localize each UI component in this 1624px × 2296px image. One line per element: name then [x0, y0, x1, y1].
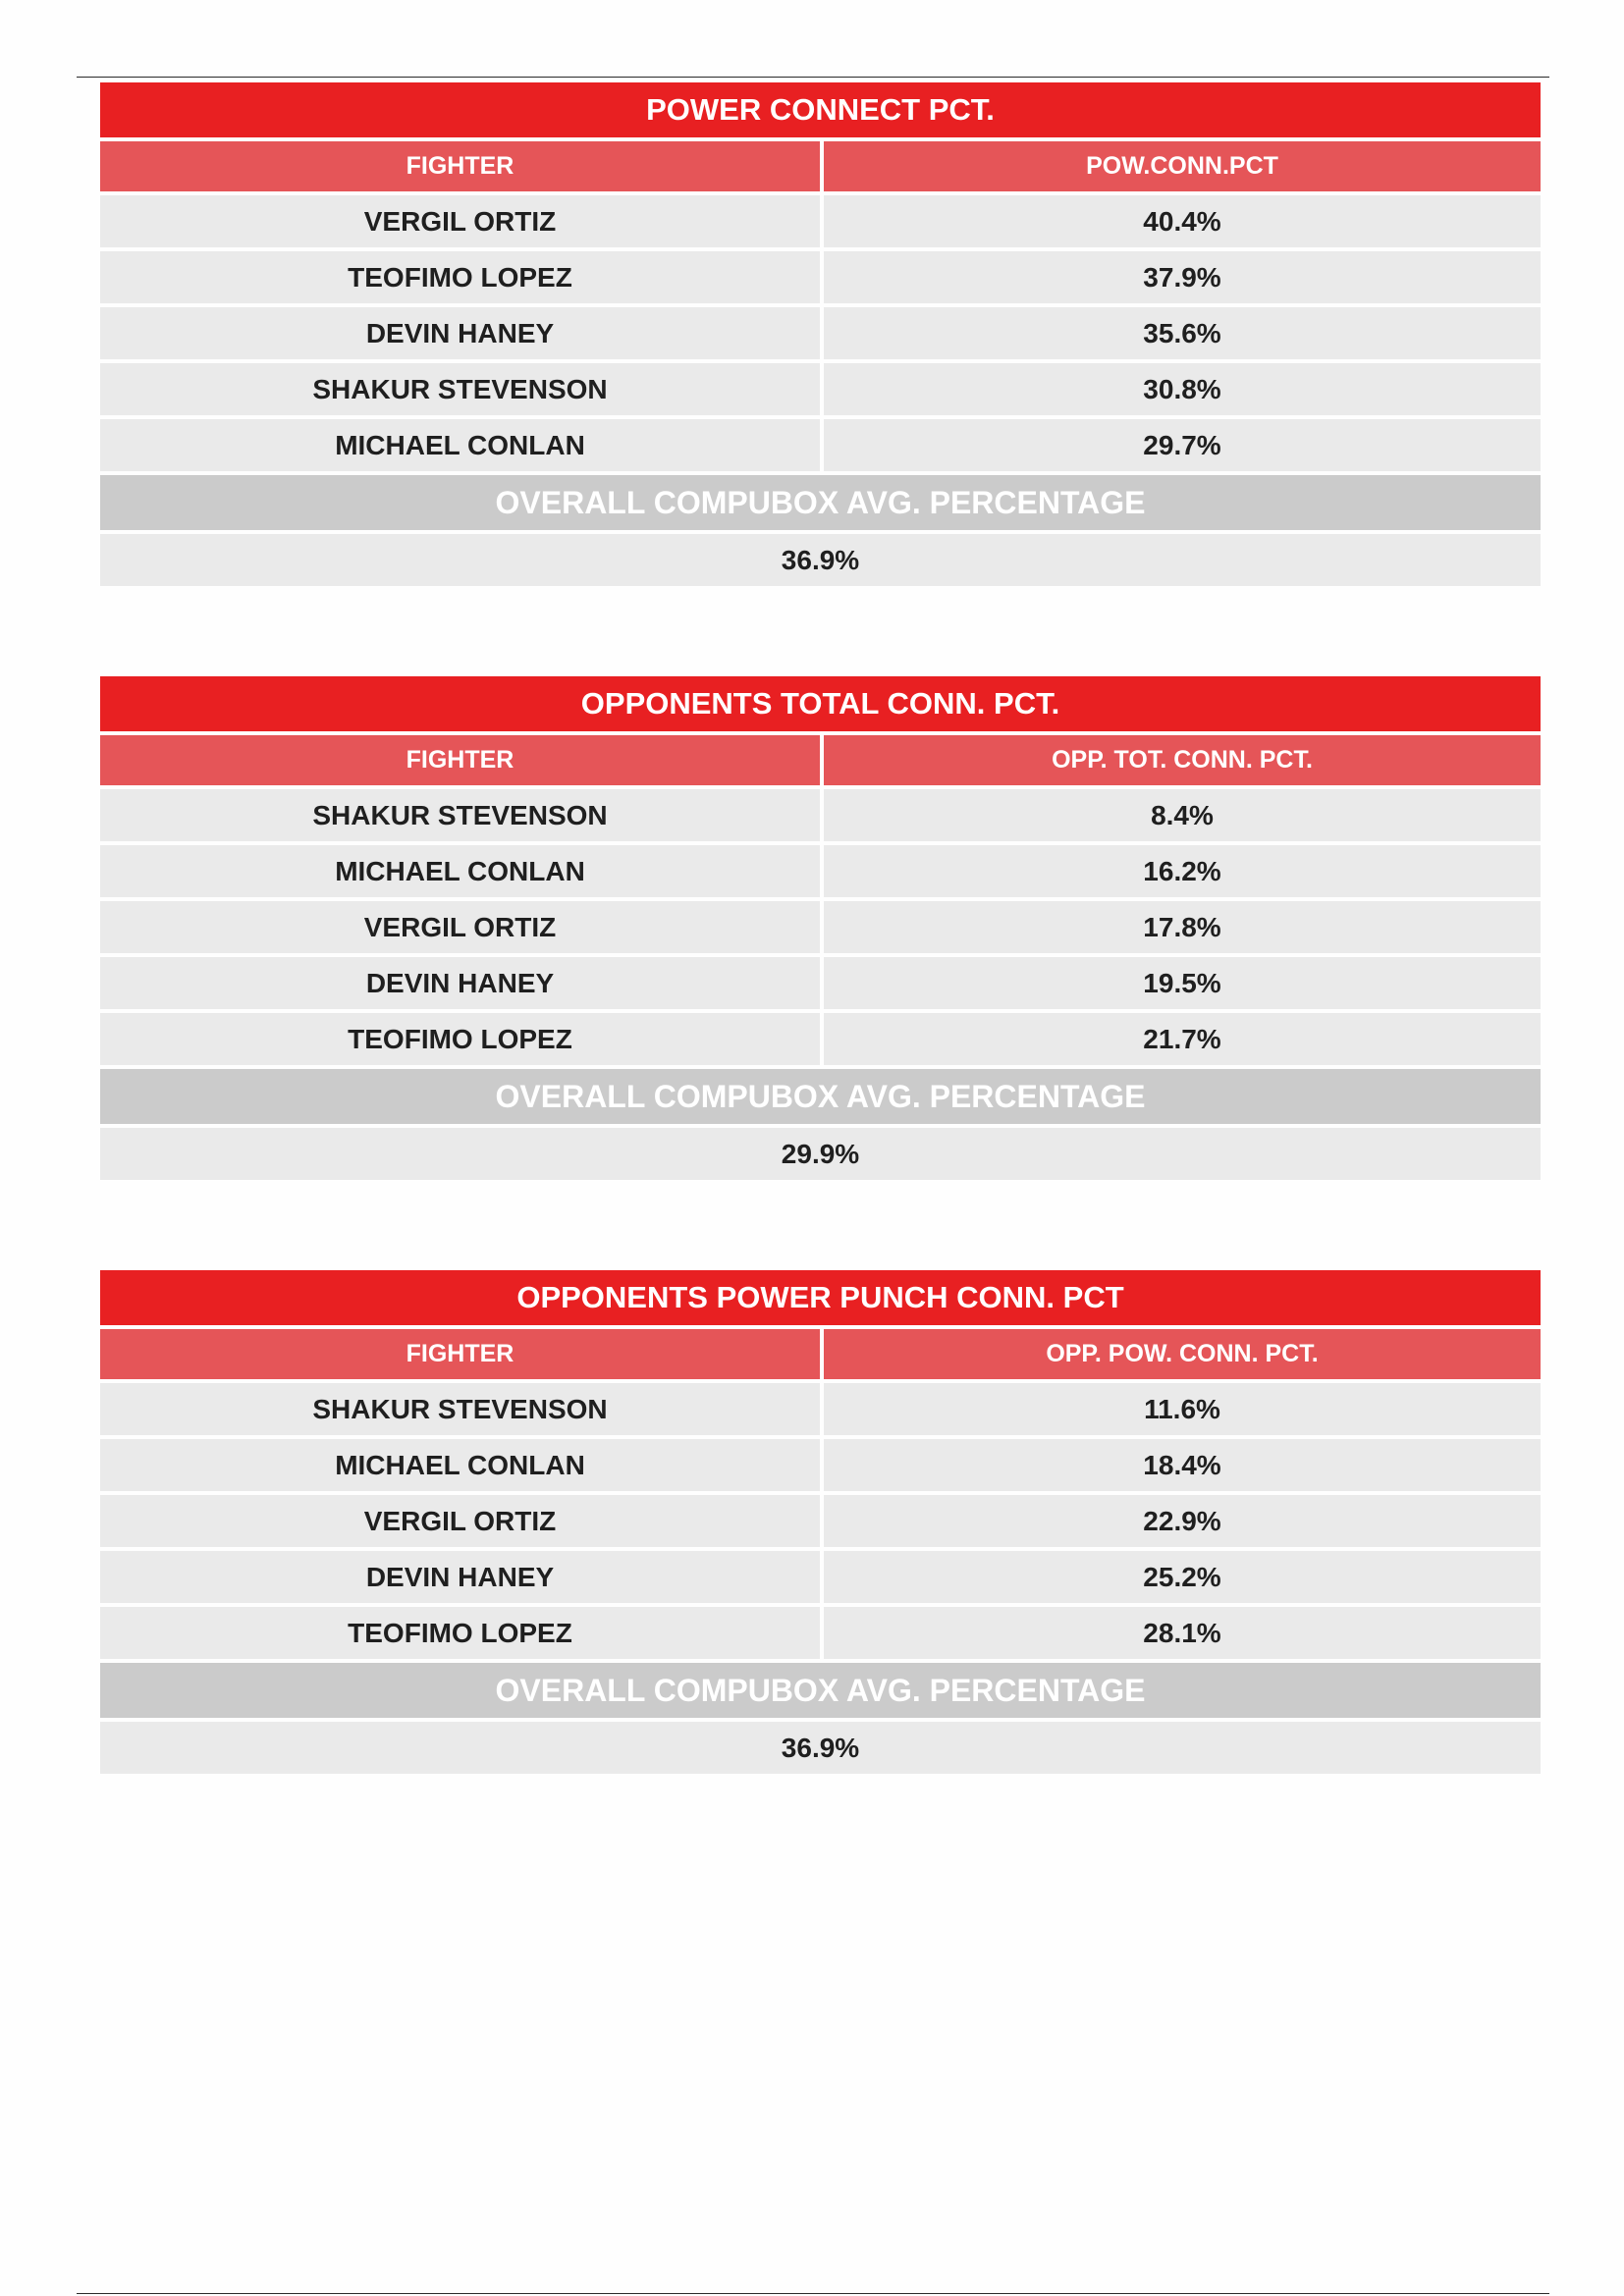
table-row	[100, 1607, 1541, 1659]
fighter-value: 16.2%	[824, 845, 1541, 897]
column-header-fighter: FIGHTER	[100, 735, 820, 785]
fighter-name: SHAKUR STEVENSON	[100, 1383, 820, 1435]
fighter-name: DEVIN HANEY	[100, 1551, 820, 1603]
fighter-name: VERGIL ORTIZ	[100, 195, 820, 247]
fighter-name: MICHAEL CONLAN	[100, 845, 820, 897]
table-row	[100, 195, 1541, 247]
overall-avg-value: 29.9%	[100, 1128, 1541, 1180]
fighter-name: TEOFIMO LOPEZ	[100, 251, 820, 303]
fighter-name: SHAKUR STEVENSON	[100, 363, 820, 415]
column-header-value: OPP. TOT. CONN. PCT.	[824, 735, 1541, 785]
table-row	[100, 957, 1541, 1009]
fighter-value: 40.4%	[824, 195, 1541, 247]
table-header-row	[100, 735, 1541, 785]
fighter-value: 21.7%	[824, 1013, 1541, 1065]
column-header-value: POW.CONN.PCT	[824, 141, 1541, 191]
fighter-name: TEOFIMO LOPEZ	[100, 1013, 820, 1065]
fighter-value: 22.9%	[824, 1495, 1541, 1547]
opponents-power-punch-conn-pct-table	[100, 1270, 1541, 1774]
table-row	[100, 251, 1541, 303]
overall-avg-label: OVERALL COMPUBOX AVG. PERCENTAGE	[100, 1069, 1541, 1124]
fighter-value: 17.8%	[824, 901, 1541, 953]
table-row	[100, 307, 1541, 359]
overall-avg-label: OVERALL COMPUBOX AVG. PERCENTAGE	[100, 1663, 1541, 1718]
fighter-value: 37.9%	[824, 251, 1541, 303]
fighter-value: 8.4%	[824, 789, 1541, 841]
table-row	[100, 789, 1541, 841]
fighter-name: DEVIN HANEY	[100, 307, 820, 359]
fighter-value: 19.5%	[824, 957, 1541, 1009]
fighter-value: 35.6%	[824, 307, 1541, 359]
fighter-name: VERGIL ORTIZ	[100, 1495, 820, 1547]
fighter-value: 18.4%	[824, 1439, 1541, 1491]
column-header-fighter: FIGHTER	[100, 141, 820, 191]
power-connect-pct-table	[100, 82, 1541, 586]
table-title: OPPONENTS TOTAL CONN. PCT.	[100, 676, 1541, 731]
overall-avg-value: 36.9%	[100, 1722, 1541, 1774]
fighter-name: SHAKUR STEVENSON	[100, 789, 820, 841]
opponents-total-conn-pct-table	[100, 676, 1541, 1180]
fighter-value: 30.8%	[824, 363, 1541, 415]
table-row	[100, 363, 1541, 415]
fighter-name: DEVIN HANEY	[100, 957, 820, 1009]
table-row	[100, 1551, 1541, 1603]
column-header-fighter: FIGHTER	[100, 1329, 820, 1379]
top-rule	[77, 77, 1549, 78]
fighter-value: 25.2%	[824, 1551, 1541, 1603]
table-row	[100, 1439, 1541, 1491]
fighter-value: 29.7%	[824, 419, 1541, 471]
table-row	[100, 901, 1541, 953]
table-row	[100, 845, 1541, 897]
fighter-value: 28.1%	[824, 1607, 1541, 1659]
table-row	[100, 1383, 1541, 1435]
table-row	[100, 419, 1541, 471]
fighter-value: 11.6%	[824, 1383, 1541, 1435]
fighter-name: VERGIL ORTIZ	[100, 901, 820, 953]
table-header-row	[100, 141, 1541, 191]
overall-avg-value: 36.9%	[100, 534, 1541, 586]
table-header-row	[100, 1329, 1541, 1379]
table-row	[100, 1495, 1541, 1547]
fighter-name: MICHAEL CONLAN	[100, 1439, 820, 1491]
table-title: POWER CONNECT PCT.	[100, 82, 1541, 137]
fighter-name: MICHAEL CONLAN	[100, 419, 820, 471]
table-title: OPPONENTS POWER PUNCH CONN. PCT	[100, 1270, 1541, 1325]
table-row	[100, 1013, 1541, 1065]
overall-avg-label: OVERALL COMPUBOX AVG. PERCENTAGE	[100, 475, 1541, 530]
fighter-name: TEOFIMO LOPEZ	[100, 1607, 820, 1659]
column-header-value: OPP. POW. CONN. PCT.	[824, 1329, 1541, 1379]
bottom-rule	[77, 2293, 1549, 2294]
